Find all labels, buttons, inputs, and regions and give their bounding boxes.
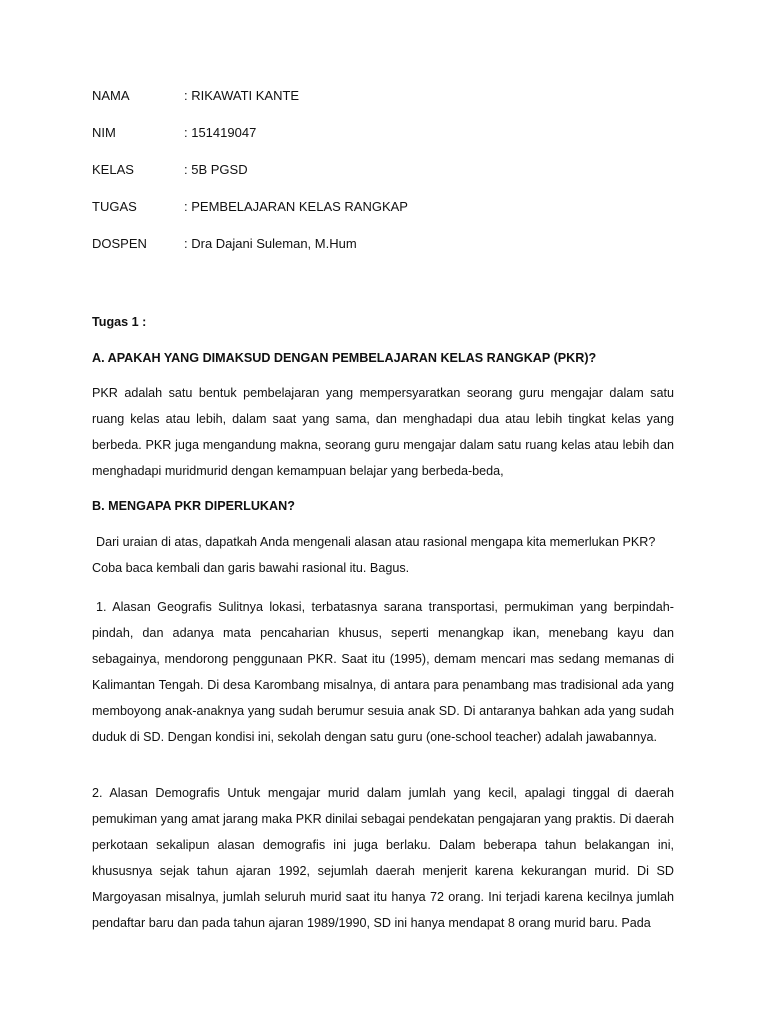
section-b-heading: B. MENGAPA PKR DIPERLUKAN? xyxy=(92,499,295,513)
info-value: : RIKAWATI KANTE xyxy=(184,88,300,103)
info-label: TUGAS xyxy=(92,199,137,214)
section-b-intro: Dari uraian di atas, dapatkah Anda mengenali alasan atau rasional mengapa kita memerlukan PKR? Coba baca kembali dan garis bawahi rasional itu. Bagus. xyxy=(92,535,656,575)
info-row-nama xyxy=(92,86,674,123)
info-label: KELAS xyxy=(92,162,134,177)
info-row-dospen xyxy=(92,234,674,271)
info-value: : Dra Dajani Suleman, M.Hum xyxy=(184,236,357,251)
info-row-nim xyxy=(92,123,674,160)
info-value: : 151419047 xyxy=(184,125,257,140)
info-row-kelas xyxy=(92,160,674,197)
task-title: Tugas 1 : xyxy=(92,315,147,329)
info-label: NIM xyxy=(92,125,116,140)
section-b-point-2: 2. Alasan Demografis Untuk mengajar murid dalam jumlah yang kecil, apalagi tinggal di daerah pemukiman yang amat jarang maka PKR dinilai sebagai pendekatan pengajaran yang praktis. Di daerah perkotaan sekalipun alasan demografis ini juga berlaku. Dalam beberapa tahun belakangan ini, khususnya sejak tahun ajaran 1992, sejumlah daerah menjerit karena kekurangan murid. Di SD Margoyasan misalnya, jumlah seluruh murid saat itu hanya 72 orang. Ini terjadi karena kecilnya jumlah pendaftar baru dan pada tahun ajaran 1989/1990, SD ini hanya mendapat 8 orang murid baru. Pada xyxy=(92,786,674,930)
info-label: DOSPEN xyxy=(92,236,147,251)
section-b-point-1: 1. Alasan Geografis Sulitnya lokasi, terbatasnya sarana transportasi, permukiman yang berpindah-pindah, dan adanya mata pencaharian khusus, seperti menangkap ikan, menebang kayu dan sebagainya, mendorong penggunaan PKR. Saat itu (1995), demam mencari mas sedang memanas di Kalimantan Tengah. Di desa Karombang misalnya, di antara para penambang mas tradisional ada yang memboyong anak-anaknya yang sudah berumur sesuia anak SD. Di antaranya bahkan ada yang sudah duduk di SD. Dengan kondisi ini, sekolah dengan satu guru (one-school teacher) adalah jawabannya. xyxy=(92,600,674,744)
info-row-tugas xyxy=(92,197,674,234)
info-value: : 5B PGSD xyxy=(184,162,248,177)
info-label: NAMA xyxy=(92,88,130,103)
section-a-heading: A. APAKAH YANG DIMAKSUD DENGAN PEMBELAJARAN KELAS RANGKAP (PKR)? xyxy=(92,351,597,365)
info-value: : PEMBELAJARAN KELAS RANGKAP xyxy=(184,199,408,214)
section-a-paragraph: PKR adalah satu bentuk pembelajaran yang mempersyaratkan seorang guru mengajar dalam satu ruang kelas atau lebih, dalam saat yang sama, dan menghadapi dua atau lebih tingkat kelas yang berbeda. PKR juga mengandung makna, seorang guru mengajar dalam satu ruang kelas atau lebih dan menghadapi muridmurid dengan kemampuan belajar yang berbeda-beda, xyxy=(92,386,674,478)
student-info-table xyxy=(92,86,674,271)
